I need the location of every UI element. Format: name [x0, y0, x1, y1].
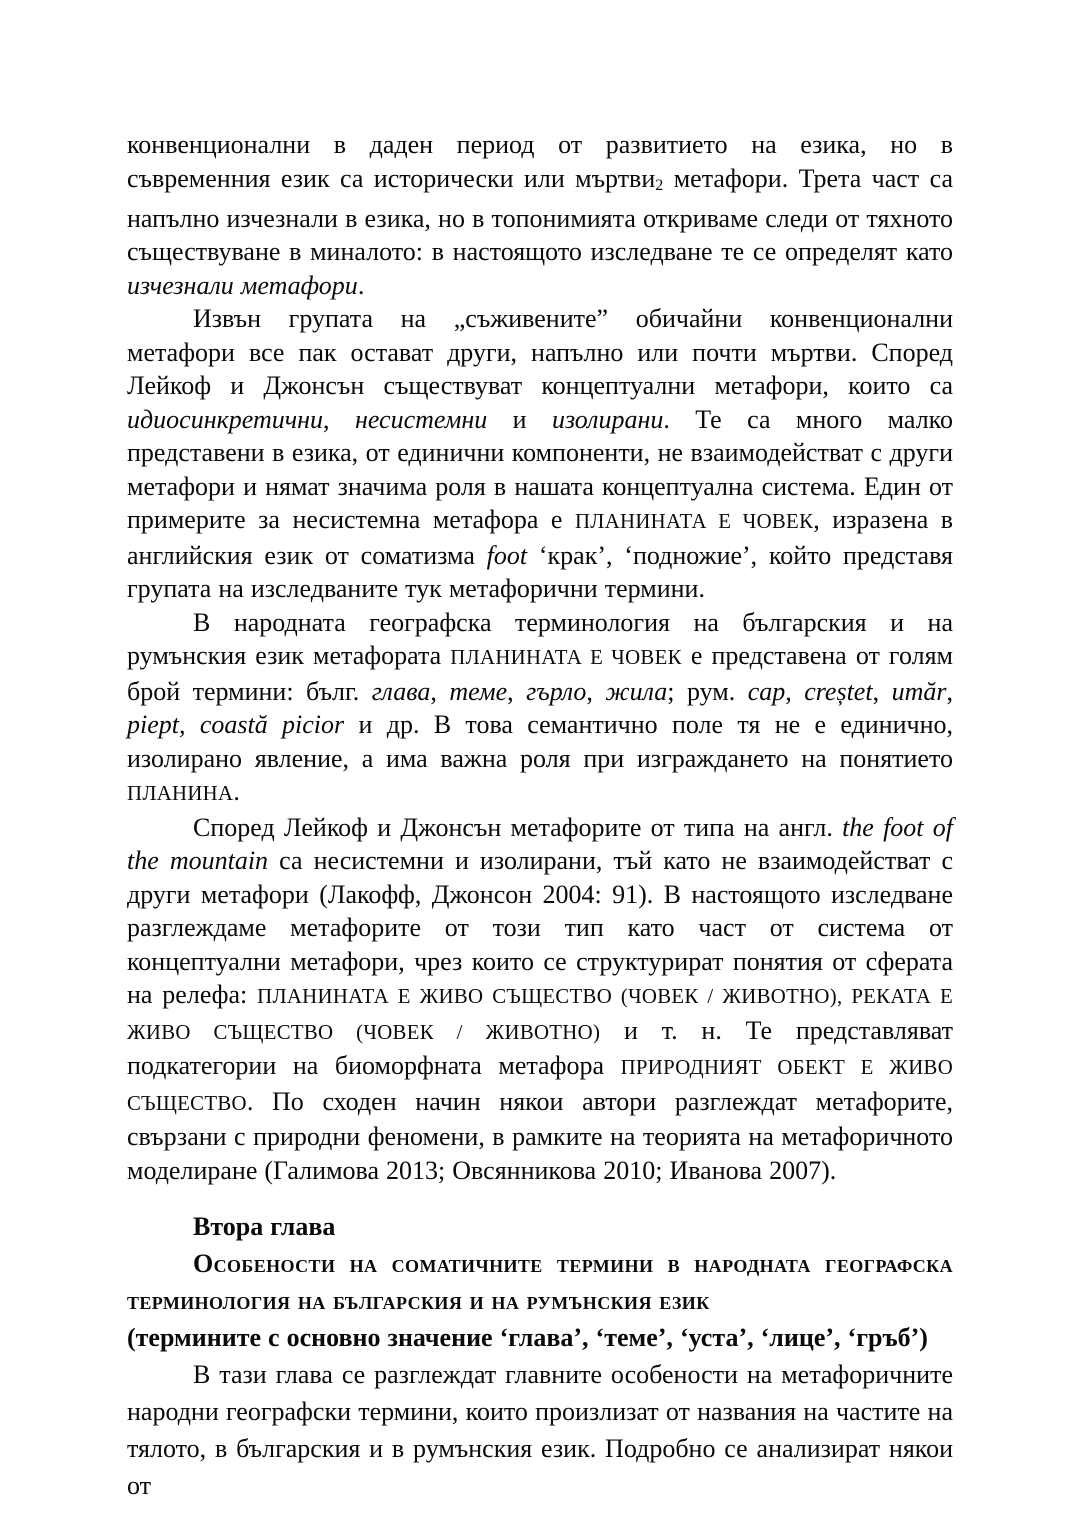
paragraph-chapter-intro — [127, 1356, 953, 1504]
text-run: гърло — [526, 676, 587, 706]
text-run: метафори. Трета част са напълно изчезнали в езика, но в топонимията откриваме следи от тяхното съществуване в миналото: в настоящото изследване те се определят като — [127, 163, 953, 267]
text-run: Втора глава — [193, 1212, 336, 1242]
text-run: ‘крак’, ‘подножие’, който представя групата на изследваните тук метафорични термини. — [127, 540, 953, 604]
text-run: , — [586, 676, 606, 706]
text-run: . — [357, 270, 365, 300]
text-run: , — [507, 676, 527, 706]
paragraph-idiosyncratic-metaphors — [127, 302, 953, 606]
text-run: жила — [605, 676, 668, 706]
text-run: , — [872, 676, 892, 706]
text-run: , изразена в английския език от соматизма — [127, 505, 954, 570]
chapter-title — [127, 1245, 953, 1319]
text-run: ПЛАНИНАТА Е ЖИВО СЪЩЕСТВО (ЧОВЕК / ЖИВОТНО), РЕКАТА Е ЖИВО СЪЩЕСТВО (ЧОВЕК / ЖИВОТНО) — [127, 985, 953, 1044]
text-run: . По сходен начин някои автори разглеждат метафорите, свързани с природни феномени, в рамките на теорията на метафоричното моделиране (Галимова 2013; Овсянникова 2010; Иванова 2007). — [127, 1086, 953, 1185]
text-run: В тази глава се разглеждат главните особености на метафоричните народни географски термини, които произлизат от названия на частите на тялото, в българския и в румънския език. Подробно се анализират някои от — [127, 1360, 953, 1501]
text-run: теме — [449, 676, 508, 706]
text-run: е представена от голям брой термини: бълг. — [127, 641, 953, 706]
text-run: и др. В това семантично поле тя не е единично, изолирано явление, а има важна роля при изграждането на понятието — [127, 710, 954, 773]
text-run: , — [946, 676, 953, 706]
text-run: конвенционални в даден период от развитието на езика, но в съвременния език са исторически или мъртви — [127, 130, 953, 193]
text-run: 2 — [655, 176, 664, 194]
text-run: Особености на соматичните термини в народната географска терминология на българския и на румънския език — [127, 1249, 953, 1316]
paragraph-lakoff-johnson-system — [127, 811, 953, 1188]
text-run: са несистемни и изолирани, тъй като не взаимодействат с други метафори (Лакофф, Джонсон 2004: 91). В настоящото изследване разглеждаме метафорите от този тип като част от система от концептуални метафори, чрез които се структурират понятия от сферата на релефа: — [127, 846, 953, 1010]
text-run: и — [487, 404, 552, 434]
paragraph-folk-terminology — [127, 606, 953, 811]
chapter-subtitle — [127, 1319, 953, 1356]
text-run: глава — [371, 676, 431, 706]
text-run: piept, coastă picior — [127, 710, 345, 740]
text-run: cap, creștet — [747, 676, 873, 706]
text-run: ПЛАНИНАТА Е ЧОВЕК — [574, 510, 814, 534]
text-run: umăr — [891, 676, 947, 706]
text-run: foot — [486, 540, 528, 570]
text-run: . Те са много малко представени в езика, от единични компоненти, не взаимодействат с други метафори и нямат значима роля в нашата концептуална система. Един от примерите за несистемна метафора е — [127, 404, 953, 535]
text-run: несистемни — [354, 404, 488, 434]
text-run: (термините с основно значение ‘глава’, ‘теме’, ‘уста’, ‘лице’, ‘гръб’) — [127, 1323, 928, 1353]
text-run: , — [323, 404, 355, 434]
text-run: , — [430, 676, 450, 706]
text-run: ПРИРОДНИЯТ ОБЕКТ Е ЖИВО СЪЩЕСТВО — [127, 1056, 954, 1115]
text-run: изчезнали метафори — [127, 270, 358, 300]
text-run: и т. н. Те представляват подкатегории на биоморфната метафора — [127, 1015, 953, 1081]
text-run: ПЛАНИНА — [127, 782, 234, 806]
text-run: ПЛАНИНАТА Е ЧОВЕК — [450, 646, 682, 670]
text-run: идиосинкретични — [127, 404, 324, 434]
text-run: В народната географска терминология на българския и на румънския език метафората — [127, 607, 953, 671]
text-run: ; рум. — [667, 676, 748, 706]
text-run: Според Лейкоф и Джонсън метафорите от типа на англ. — [193, 812, 843, 842]
text-run: изолирани — [551, 404, 664, 434]
paragraph-conventional-metaphors — [127, 128, 953, 302]
text-run: the foot of the mountain — [127, 812, 953, 876]
text-run: Извън групата на „съживените” обичайни конвенционални метафори все пак остават други, напълно или почти мъртви. Според Лейкоф и Джонсън съществуват концептуални метафори, които са — [127, 304, 953, 401]
text-run: . — [233, 777, 240, 807]
document-body — [127, 128, 953, 1504]
chapter-label — [127, 1208, 953, 1245]
